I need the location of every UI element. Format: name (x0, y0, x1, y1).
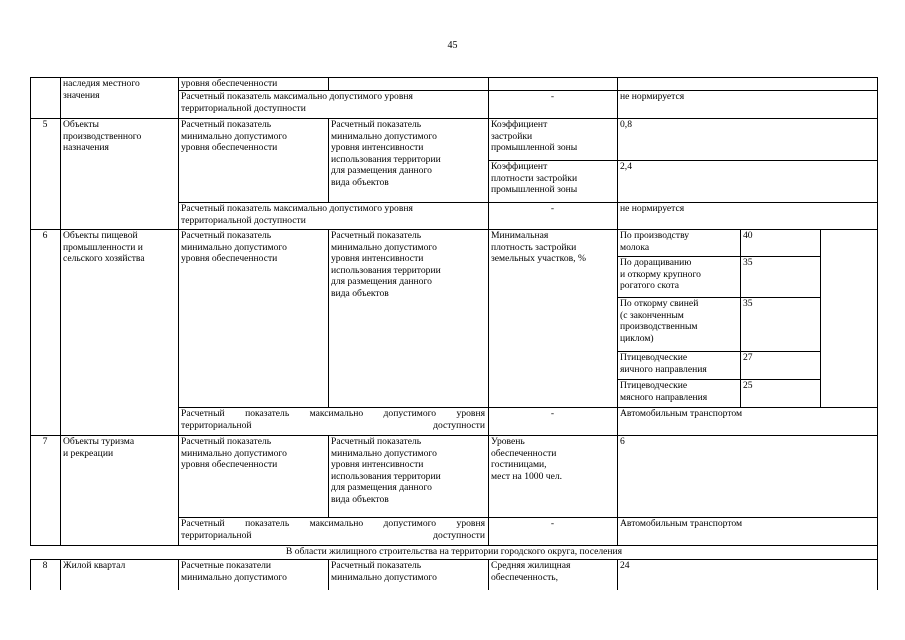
table-rule (488, 559, 489, 590)
cell-subitem-value: 25 (743, 380, 753, 391)
table-rule (488, 77, 489, 545)
table-rule (30, 559, 878, 560)
cell-indicator-value: 0,8 (620, 119, 632, 130)
table-rule (328, 229, 329, 407)
table-rule (617, 77, 618, 545)
cell-indicator-value: 2,4 (620, 161, 632, 172)
table-rule (178, 77, 179, 545)
cell-subitem-label: Птицеводческие мясного направления (620, 380, 708, 403)
cell-max-level: Расчетный показатель максимально допустимого уровня территориальной доступности (181, 518, 485, 541)
cell-subitem-label: По откорму свиней (с законченным производственным циклом) (620, 298, 699, 344)
cell-row-number: 6 (42, 230, 48, 241)
table-rule (617, 559, 618, 590)
cell-min-level: Расчетные показатели минимально допустимого (181, 560, 287, 583)
cell-max-norm: не нормируется (620, 203, 685, 214)
cell-max-value: - (550, 203, 555, 214)
cell-intensity: Расчетный показатель минимально допустимого уровня интенсивности использования территории для размещения данного вида объектов (331, 119, 441, 188)
cell-intensity: Расчетный показатель минимально допустимого уровня интенсивности использования территории для размещения данного вида объектов (331, 436, 441, 505)
table-rule (617, 256, 821, 257)
cell-subitem-label: Птицеводческие яичного направления (620, 352, 707, 375)
cell-indicator-name: Коэффициент плотности застройки промышленной зоны (491, 161, 578, 195)
table-rule (877, 77, 878, 590)
cell-min-level: Расчетный показатель минимально допустимого уровня обеспеченности (181, 119, 287, 153)
cell-intensity: Расчетный показатель минимально допустимого уровня интенсивности использования территории для размещения данного вида объектов (331, 230, 441, 299)
regulation-table (30, 75, 878, 590)
cell-max-norm: Автомобильным транспортом (620, 518, 743, 529)
table-rule (820, 229, 821, 407)
cell-indicator-name: Минимальная плотность застройки земельных участков, % (491, 230, 586, 264)
cell-subitem-label: По доращиванию и откорму крупного рогатого скота (620, 257, 701, 291)
cell-row-number: 7 (42, 436, 48, 447)
cell-min-level: Расчетный показатель минимально допустимого уровня обеспеченности (181, 230, 287, 264)
cell-max-value: - (550, 408, 555, 419)
cell-subitem-value: 27 (743, 352, 753, 363)
table-rule (30, 545, 878, 546)
cell-max-norm: Автомобильным транспортом (620, 408, 743, 419)
cell-indicator-name: Средняя жилищная обеспеченность, (491, 560, 571, 583)
table-rule (328, 118, 329, 202)
cell-subitem-value: 35 (743, 257, 753, 268)
cell-max-norm: не нормируется (620, 91, 685, 102)
table-rule (30, 77, 878, 78)
table-rule (328, 435, 329, 517)
cell-object: Объекты производственного назначения (63, 119, 142, 153)
table-rule (30, 77, 31, 545)
cell-subitem-value: 35 (743, 298, 753, 309)
cell-subitem-label: По производству молока (620, 230, 690, 253)
table-rule (617, 379, 821, 380)
table-rule (30, 559, 31, 590)
table-rule (328, 77, 329, 90)
table-rule (178, 559, 179, 590)
table-rule (178, 202, 878, 203)
table-rule (30, 229, 878, 230)
cell-indicator-name: Коэффициент застройки промышленной зоны (491, 119, 578, 153)
table-rule (178, 517, 878, 518)
cell-object: Жилой квартал (63, 560, 126, 571)
cell-max-level: Расчетный показатель максимально допустимого уровня территориальной доступности (181, 203, 413, 226)
cell-indicator-value: 6 (620, 436, 625, 447)
cell-row-number: 5 (42, 119, 48, 130)
cell-max-value: - (550, 91, 555, 102)
cell-max-level: Расчетный показатель максимально допустимого уровня территориальной доступности (181, 91, 413, 114)
cell-max-value: - (550, 518, 555, 529)
section-heading: В области жилищного строительства на территории городского округа, поселения (285, 546, 623, 557)
table-rule (617, 351, 821, 352)
table-rule (488, 160, 878, 161)
cell-subitem-value: 40 (743, 230, 753, 241)
cell-object: наследия местного значения (63, 78, 140, 101)
table-rule (30, 435, 878, 436)
table-rule (178, 90, 878, 91)
table-rule (60, 77, 61, 545)
table-rule (178, 407, 878, 408)
cell-min-level: Расчетный показатель минимально допустимого уровня обеспеченности (181, 436, 287, 470)
table-rule (617, 297, 821, 298)
table-rule (328, 559, 329, 590)
cell-max-level: Расчетный показатель максимально допустимого уровня территориальной доступности (181, 408, 485, 431)
page-number: 45 (447, 40, 458, 51)
cell-min-level: уровня обеспеченности (181, 78, 278, 89)
cell-object: Объекты туризма и рекреации (63, 436, 135, 459)
cell-row-number: 8 (42, 560, 48, 571)
cell-indicator-name: Уровень обеспеченности гостиницами, мест на 1000 чел. (491, 436, 563, 482)
table-rule (60, 559, 61, 590)
cell-indicator-value: 24 (620, 560, 630, 571)
cell-object: Объекты пищевой промышленности и сельского хозяйства (63, 230, 145, 264)
table-rule (30, 118, 878, 119)
cell-intensity: Расчетный показатель минимально допустимого (331, 560, 437, 583)
table-rule (740, 229, 741, 407)
